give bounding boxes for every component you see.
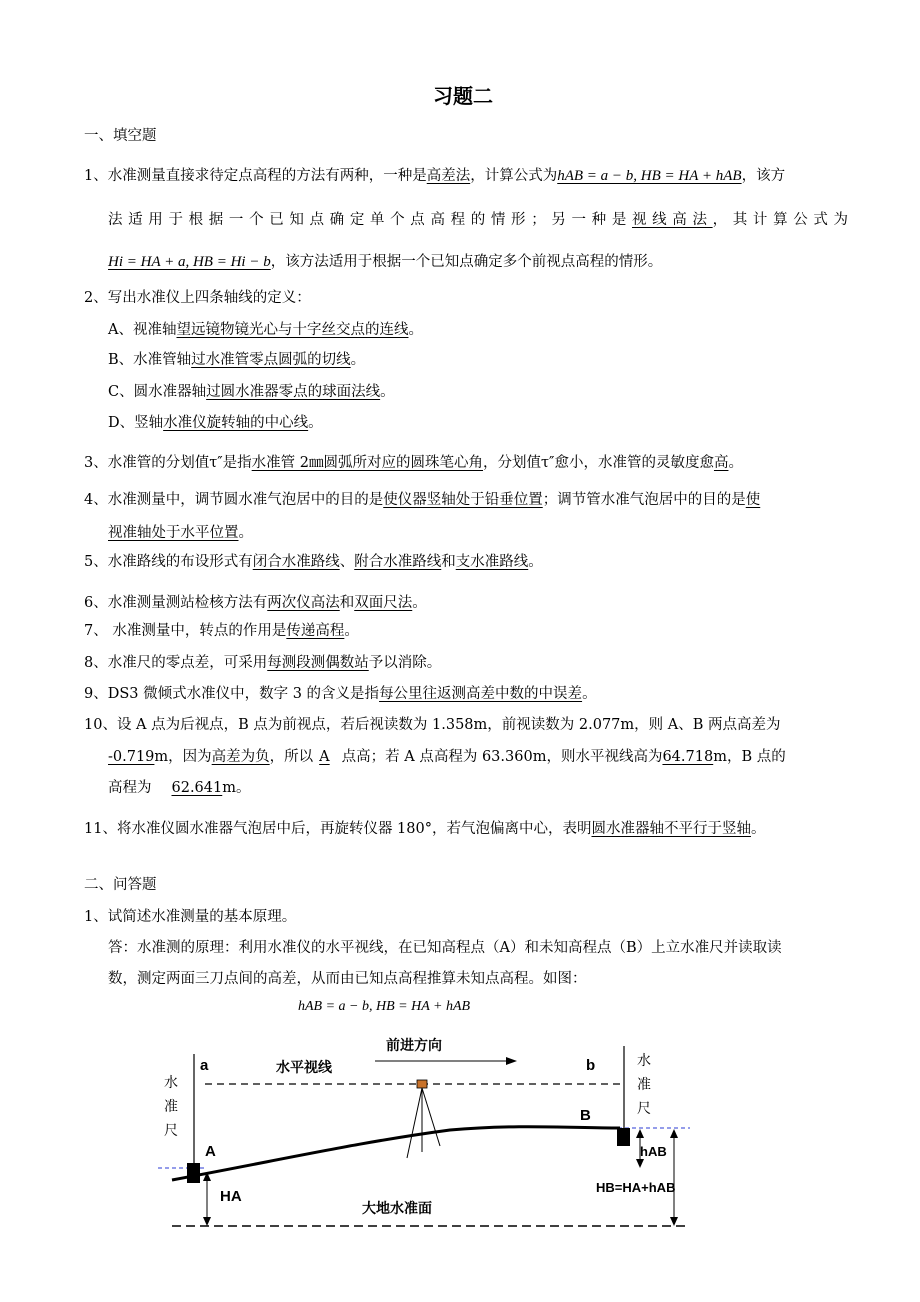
label-point-b: B [580,1107,591,1124]
q11-answer: 圆水准器轴不平行于竖轴 [591,821,751,837]
q10-answer-4: 64.718 [662,749,714,765]
label-staff-right-3: 尺 [637,1101,651,1117]
section-heading-fill-blank: 一、填空题 [84,128,157,144]
question-10-line-1: 10、设 A 点为后视点，B 点为前视点，若后视读数为 1.358m，前视读数为 2.077m，则 A、B 两点高差为 [84,717,781,733]
label-direction: 前进方向 [386,1038,442,1054]
q1-text: ，该方法适用于根据一个已知点确定多个前视点高程的情形。 [270,254,663,270]
label-staff-left-2: 准 [164,1099,178,1115]
question-4-line-1: 4、水准测量中，调节圆水准气泡居中的目的是使仪器竖轴处于铅垂位置；调节管水准气泡居中的目的是使 [84,492,761,508]
left-staff-foot [187,1163,200,1183]
label-point-a: A [205,1143,216,1160]
q5-answer-1: 闭合水准路线 [252,554,340,570]
label-staff-right-2: 准 [637,1077,651,1093]
qa-formula: hAB = a − b, HB = HA + hAB [298,999,471,1014]
q1-answer-1: 高差法 [426,168,471,184]
page-title: 习题二 [433,84,493,108]
label-sight-line: 水平视线 [276,1060,332,1076]
q10-answer-3: A [319,749,330,765]
q5-answer-2: 附合水准路线 [354,554,442,570]
question-10-line-3: 高程为 62.641m。 [108,780,251,796]
q2-item-d: D、竖轴水准仪旋转轴的中心线。 [108,415,323,431]
q10-answer-1: -0.719 [108,749,155,765]
right-staff-foot [617,1128,630,1146]
q7-answer: 传递高程 [286,623,345,639]
q1-text: ，该方 [741,168,786,184]
q1-text: 1、水准测量直接求待定点高程的方法有两种，一种是 [84,168,427,184]
question-3: 3、水准管的分划值τ″是指水准管 2㎜圆弧所对应的圆珠笔心角，分划值τ″愈小，水准管的灵敏度愈高。 [84,455,743,471]
question-7: 7、 水准测量中，转点的作用是传递高程。 [84,623,359,639]
q10-answer-5: 62.641 [171,780,223,796]
question-9: 9、DS3 微倾式水准仪中，数字 3 的含义是指每公里往返测高差中数的中误差。 [84,686,597,702]
tripod-leg [422,1088,440,1146]
label-reading-b: b [586,1057,596,1074]
label-datum: 大地水准面 [362,1201,432,1217]
q8-answer: 每测段测偶数站 [267,655,369,671]
level-instrument [417,1080,427,1088]
q4-answer-2b: 视准轴处于水平位置 [108,525,239,541]
q4-answer-1: 使仪器竖轴处于铅垂位置 [383,492,543,508]
qa-answer-line-2: 数，测定两面三刀点间的高差，从而由已知点高程推算未知点高程。如图： [108,971,587,987]
hab-arrowhead-bottom [636,1159,644,1168]
label-hb-formula: HB=HA+hAB [596,1180,676,1195]
hb-arrowhead-top [670,1129,678,1138]
section-heading-qa: 二、问答题 [84,877,157,893]
q3-answer-2: 高 [713,455,729,471]
direction-arrowhead [506,1057,517,1065]
qa-question-1: 1、试简述水准测量的基本原理。 [84,909,297,925]
label-staff-left-3: 尺 [164,1123,178,1139]
label-staff-right-1: 水 [637,1053,651,1069]
q1-formula-1: hAB = a − b, HB = HA + hAB [557,168,742,184]
q9-answer: 每公里往返测高差中数的中误差 [379,686,583,702]
question-11: 11、将水准仪圆水准器气泡居中后，再旋转仪器 180°，若气泡偏离中心，表明圆水准器轴不平行于竖轴。 [84,821,766,837]
ground-profile [172,1127,620,1180]
question-2: 2、写出水准仪上四条轴线的定义： [84,290,311,306]
q2-answer-a: 望远镜物镜光心与十字丝交点的连线 [176,322,409,338]
question-8: 8、水准尺的零点差，可采用每测段测偶数站予以消除。 [84,655,442,671]
q6-answer-1: 两次仪高法 [267,595,340,611]
q5-answer-3: 支水准路线 [455,554,529,570]
q2-item-c: C、圆水准器轴过圆水准器零点的球面法线。 [108,384,395,400]
q2-item-b: B、水准管轴过水准管零点圆弧的切线。 [108,352,366,368]
label-staff-left-1: 水 [164,1075,178,1091]
q1-answer-2: 视线高法 [631,212,713,228]
hb-arrowhead-bottom [670,1217,678,1226]
hab-arrowhead-top [636,1129,644,1138]
question-6: 6、水准测量测站检核方法有两次仪高法和双面尺法。 [84,595,427,611]
question-5: 5、水准路线的布设形式有闭合水准路线、附合水准路线和支水准路线。 [84,554,543,570]
q1-text: ，其计算公式为 [712,212,849,228]
q2-answer-b: 过水准管零点圆弧的切线 [191,352,351,368]
q4-answer-2a: 使 [745,492,761,508]
q6-answer-2: 双面尺法 [354,595,413,611]
q10-answer-2: 高差为负 [211,749,270,765]
q1-formula-2: Hi = HA + a, HB = Hi − b [108,254,271,270]
label-hab: hAB [640,1144,667,1159]
label-reading-a: a [200,1057,209,1074]
label-ha: HA [220,1188,242,1205]
ha-arrowhead-bottom [203,1217,211,1226]
q1-text: ，计算公式为 [470,168,558,184]
q2-item-a: A、视准轴望远镜物镜光心与十字丝交点的连线。 [108,322,423,338]
q3-answer-1: 水准管 2㎜圆弧所对应的圆珠笔心角 [251,455,484,471]
q1-text: 法适用于根据一个已知点确定单个点高程的情形；另一种是 [108,212,632,228]
tripod-leg [407,1088,422,1158]
q2-answer-d: 水准仪旋转轴的中心线 [163,415,309,431]
question-10-line-2: -0.719m，因为高差为负，所以 A 点高；若 A 点高程为 63.360m，则水平视线高为64.718m，B 点的 [108,749,786,765]
q2-answer-c: 过圆水准器零点的球面法线 [206,384,381,400]
question-4-line-2: 视准轴处于水平位置。 [108,525,253,541]
qa-answer-line-1: 答：水准测的原理：利用水准仪的水平视线，在已知高程点（A）和未知高程点（B）上立水准尺并读取读 [108,940,782,956]
